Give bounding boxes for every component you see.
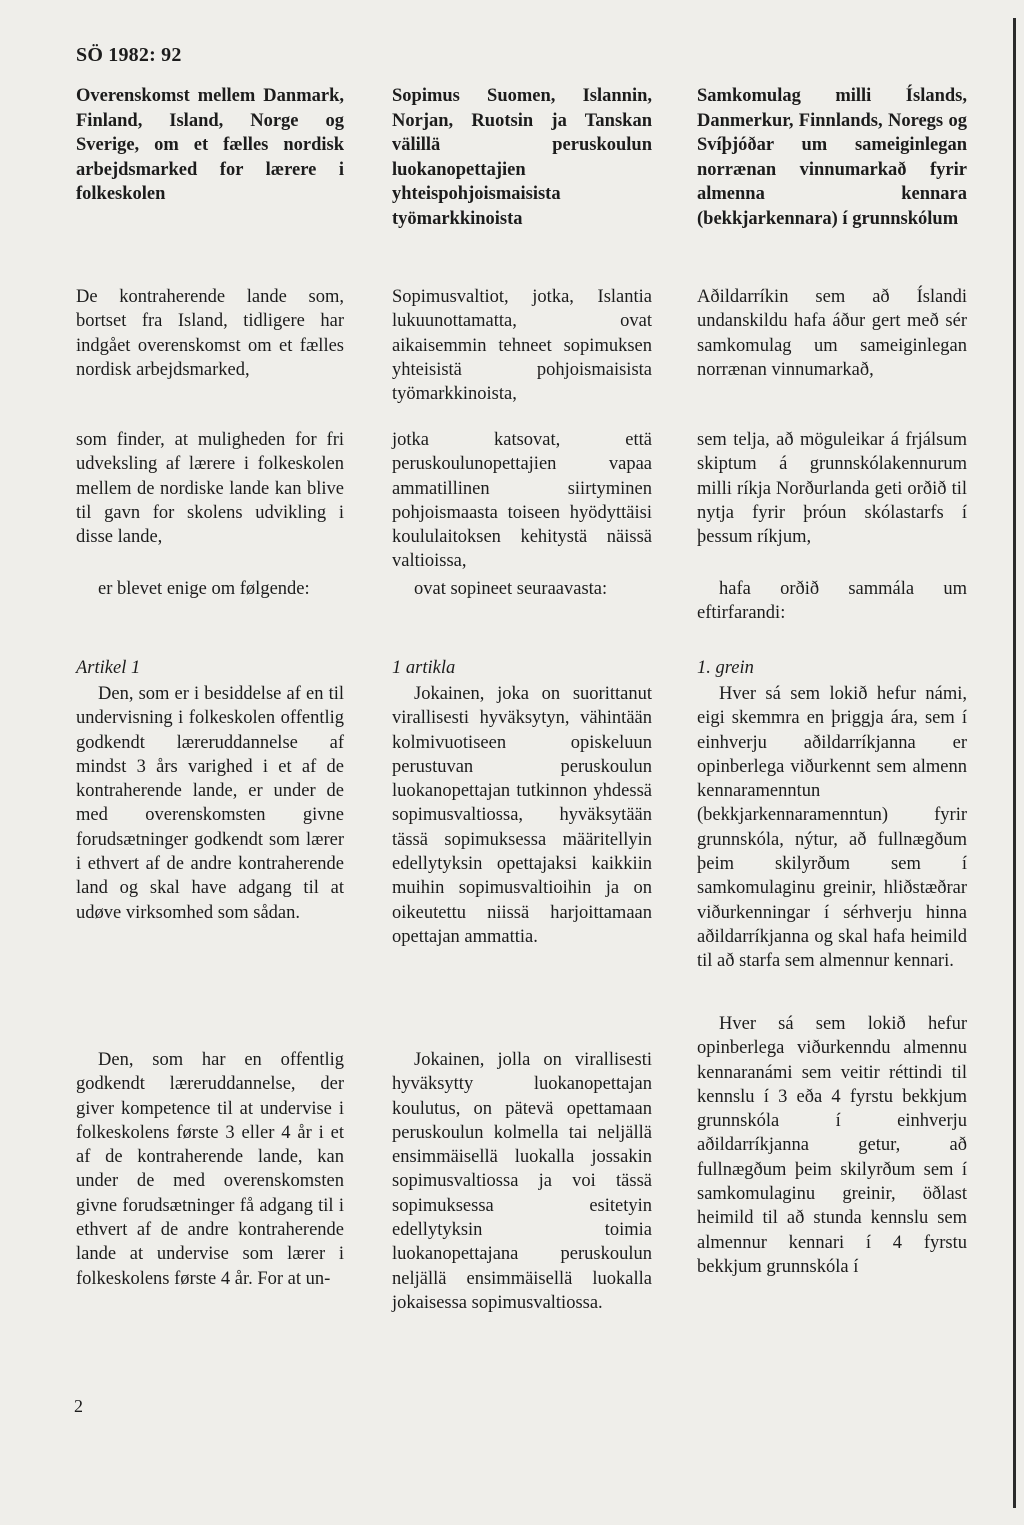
considering-paragraph: som finder, at muligheden for fri udveksling af lærere i folkeskolen mellem de nordiske lande kan blive til gavn for skolens udvikling i disse lande,: [76, 430, 344, 548]
agreement-clause: ovat sopineet seuraavasta:: [414, 579, 608, 599]
article-paragraph-2: Hver sá sem lokið hefur opinberlega viðurkenndu almennu kennaranámi sem veitir réttindi til kennslu í 3 eða 4 fyrstu bekkjum grunnskóla í einhverju aðildarríkjanna getur, að fullnægðum þeim skilyrðum sem í samkomulaginu greinir, öðlast heimild til að stunda kennslu sem almennur kennari í 4 fyrstu bekkjum grunnskóla í: [697, 1014, 967, 1277]
considering-paragraph: jotka katsovat, että peruskoulunopettajien vapaa ammatillinen siirtyminen pohjoismaasta toiseen hyödyttäisi koululaitoksen kehitystä näissä valtioissa,: [392, 430, 652, 572]
treaty-title: Overenskomst mellem Danmark, Finland, Island, Norge og Sverige, om et fælles nordisk arbejdsmarked for lærere i folkeskolen: [76, 86, 344, 204]
intro-paragraph: Sopimusvaltiot, jotka, Islantia lukuunottamatta, ovat aikaisemmin tehneet sopimuksen yhteisistä pohjoismaisista työmarkkinoista,: [392, 287, 652, 405]
treaty-title: Samkomulag milli Íslands, Danmerkur, Finnlands, Noregs og Svíþjóðar um sameiginlegan norrænan vinnumarkað fyrir almenna kennara (bekkjarkennara) í grunnskólum: [697, 86, 967, 229]
page-edge-rule: [1013, 18, 1016, 1508]
agreement-clause: er blevet enige om følgende:: [98, 579, 310, 599]
article-heading: 1 artikla: [392, 658, 456, 678]
page-number: 2: [74, 1396, 83, 1416]
article-heading: Artikel 1: [76, 658, 141, 678]
article-paragraph-1: Hver sá sem lokið hefur námi, eigi skemmra en þriggja ára, sem í einhverju aðildarríkjanna er opinberlega viðurkennt sem almenn kennaramenntun (bekkjarkennaramenntun) fyrir grunnskóla, nýtur, að fullnægðum þeim skilyrðum sem í samkomulaginu greinir, hliðstæðrar viðurkenningar í sérhverju hinna aðildarríkjanna og skal hafa heimild til að starfa sem almennur kennari.: [697, 684, 967, 972]
page-header: SÖ 1982: 92: [76, 44, 182, 66]
article-paragraph-1: Den, som er i besiddelse af en til undervisning i folkeskolen offentlig godkendt læreruddannelse af mindst 3 års varighed i et af de kontraherende lande, er under de med overenskomsten givne forudsætninger godkendt som lærer i ethvert af de andre kontraherende land og skal have adgang til at udøve virksomhed som sådan.: [76, 684, 344, 923]
article-paragraph-1: Jokainen, joka on suorittanut virallisesti hyväksytyn, vähintään kolmivuotiseen opiskeluun perustuvan peruskoulun luokanopettajan tutkinnon yhdessä sopimusvaltiossa, hyväksytään tässä sopimuksessa määritellyin edellytyksin opettajaksi kaikkiin muihin sopimusvaltioihin ja on oikeutettu niissä harjoittamaan opettajan ammattia.: [392, 684, 652, 947]
agreement-clause: hafa orðið sammála um eftirfarandi:: [697, 579, 967, 624]
treaty-title: Sopimus Suomen, Islannin, Norjan, Ruotsin ja Tanskan välillä peruskoulun luokanopettajien yhteispohjoismaisista työmarkkinoista: [392, 86, 652, 229]
article-paragraph-2: Den, som har en offentlig godkendt læreruddannelse, der giver kompetence til at undervise i folkeskolens første 3 eller 4 år i et af de kontraherende lande, kan under de med overenskomsten givne forudsætninger få adgang til i ethvert af de andre kontraherende lande at undervise som lærer i folkeskolens første 4 år. For at un-: [76, 1050, 344, 1289]
intro-paragraph: De kontraherende lande som, bortset fra Island, tidligere har indgået overenskomst om et fælles nordisk arbejdsmarked,: [76, 287, 344, 380]
article-paragraph-2: Jokainen, jolla on virallisesti hyväksytty luokanopettajan koulutus, on pätevä opettamaan peruskoulun kolmella tai neljällä ensimmäisellä luokalla jossakin sopimusvaltiossa ja voi tässä sopimuksessa esitetyin edellytyksin toimia luokanopettajana peruskoulun neljällä ensimmäisellä luokalla jokaisessa sopimusvaltiossa.: [392, 1050, 652, 1313]
intro-paragraph: Aðildarríkin sem að Íslandi undanskildu hafa áður gert með sér samkomulag um sameiginlegan norrænan vinnumarkað,: [697, 287, 967, 380]
considering-paragraph: sem telja, að möguleikar á frjálsum skiptum á grunnskólakennurum milli ríkja Norðurlanda geti orðið til nytja fyrir þróun skólastarfs í þessum ríkjum,: [697, 430, 967, 548]
article-heading: 1. grein: [697, 658, 754, 678]
